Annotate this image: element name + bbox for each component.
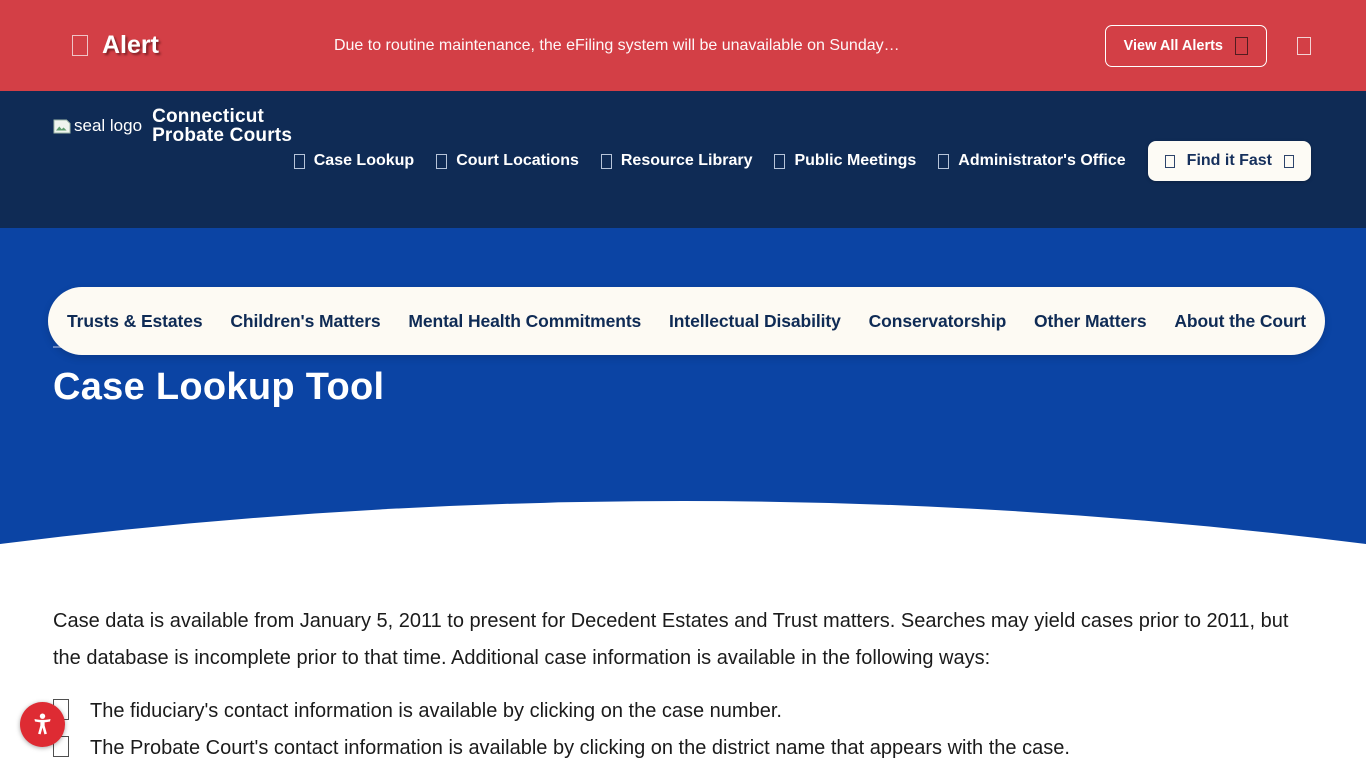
nav-item-public-meetings[interactable]	[774, 152, 916, 170]
info-bullet-list	[53, 693, 1313, 767]
chevron-right-icon	[1235, 37, 1248, 55]
list-item	[53, 730, 1313, 767]
curve-divider	[0, 496, 1366, 556]
intro-paragraph: Case data is available from January 5, 2011 to present for Decedent Estates and Trust matters. Searches may yield cases prior to 2011, but the database is incomplete prior to that time. Additional case information is available in the following ways:	[53, 610, 1289, 669]
alert-bar	[0, 0, 1366, 91]
nav-label: Case Lookup	[313, 152, 415, 169]
find-it-fast-button[interactable]	[1148, 141, 1311, 181]
administrators-office-icon	[938, 154, 949, 169]
top-section	[0, 91, 1366, 555]
nav-item-resource-library[interactable]	[601, 152, 753, 170]
resource-library-icon	[601, 154, 612, 169]
subnav-item-other-matters[interactable]: Other Matters	[1034, 310, 1147, 331]
main-content	[0, 555, 1366, 767]
view-all-alerts-button[interactable]	[1105, 25, 1267, 67]
subnav-item-intellectual-disability[interactable]: Intellectual Disability	[669, 310, 841, 331]
nav-label: Resource Library	[620, 152, 753, 169]
page-title: Case Lookup Tool	[53, 366, 385, 408]
find-it-fast-label: Find it Fast	[1186, 152, 1272, 169]
broken-image-icon	[53, 119, 71, 134]
site-title	[152, 107, 292, 145]
list-item	[53, 693, 1313, 730]
nav-label: Court Locations	[456, 152, 579, 169]
accessibility-button[interactable]	[20, 702, 65, 747]
nav-item-case-lookup[interactable]	[294, 152, 414, 170]
subnav-item-mental-health-commitments[interactable]: Mental Health Commitments	[408, 310, 642, 331]
bullet-text: The fiduciary's contact information is available by clicking on the case number.	[90, 700, 782, 722]
nav-item-court-locations[interactable]	[436, 152, 579, 170]
subnav-item-conservatorship[interactable]: Conservatorship	[868, 310, 1007, 331]
nav-item-administrators-office[interactable]	[938, 152, 1125, 170]
subnav	[48, 287, 1325, 355]
nav-label: Public Meetings	[794, 152, 917, 169]
court-locations-icon	[436, 154, 447, 169]
close-icon[interactable]	[1297, 37, 1311, 55]
main-nav	[294, 141, 1311, 181]
alert-title: Alert	[102, 31, 159, 59]
subnav-item-trusts-estates[interactable]: Trusts & Estates	[67, 310, 203, 331]
subnav-item-about-the-court[interactable]: About the Court	[1174, 310, 1306, 331]
public-meetings-icon	[774, 154, 785, 169]
site-title-line2: Probate Courts	[152, 125, 293, 146]
alert-heading	[72, 31, 159, 60]
alert-message[interactable]: Due to routine maintenance, the eFiling system will be unavailable on Sunday…	[333, 36, 900, 54]
bullet-text: The Probate Court's contact information is available by clicking on the district name that appears with the case.	[90, 737, 1070, 759]
view-all-alerts-label: View All Alerts	[1123, 37, 1223, 54]
site-header	[0, 91, 1366, 228]
seal-logo-alt-text: seal logo	[74, 116, 143, 135]
seal-logo-broken-image	[53, 116, 142, 136]
site-title-line1: Connecticut	[152, 106, 265, 127]
search-icon	[1165, 155, 1175, 168]
case-lookup-icon	[294, 154, 305, 169]
accessibility-person-icon	[29, 711, 56, 738]
subnav-item-childrens-matters[interactable]: Children's Matters	[230, 310, 381, 331]
chevron-down-icon	[1284, 155, 1294, 168]
nav-label: Administrator's Office	[958, 152, 1126, 169]
alert-icon	[72, 35, 88, 56]
brand-home-link[interactable]	[53, 107, 292, 145]
hero	[0, 228, 1366, 555]
alert-actions	[1105, 25, 1311, 67]
